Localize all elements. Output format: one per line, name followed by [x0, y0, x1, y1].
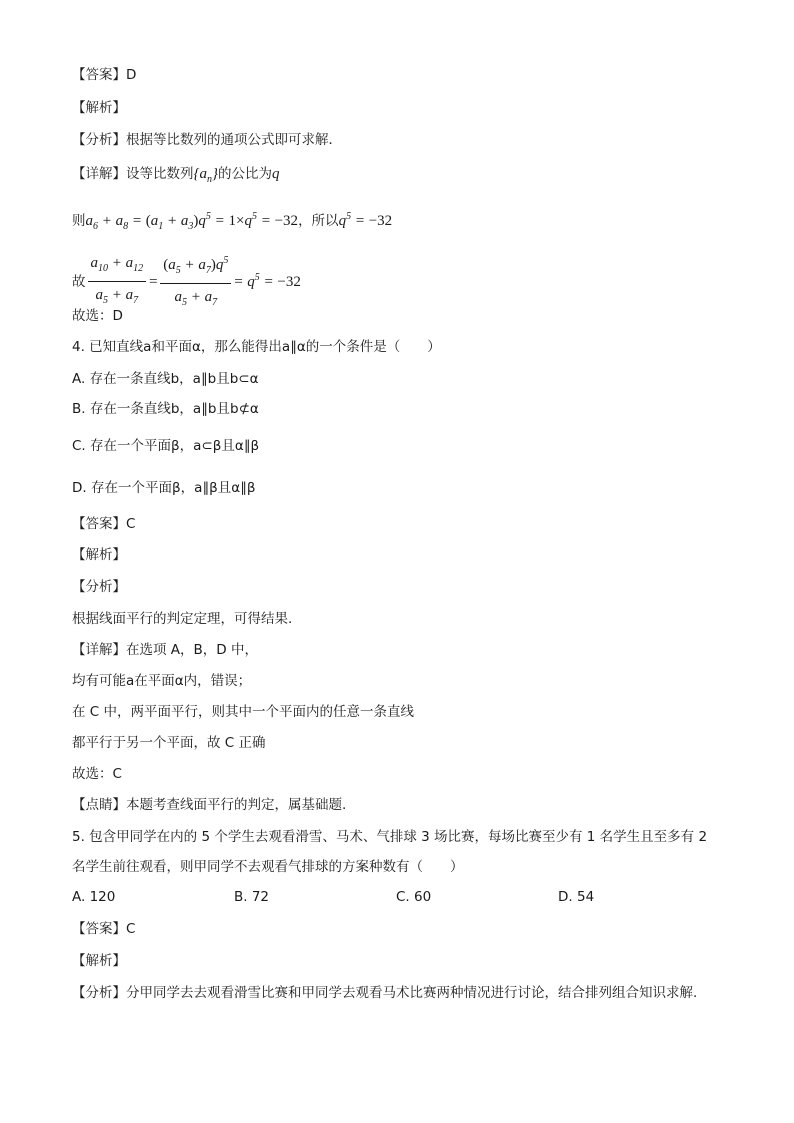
q3-detail — [72, 165, 280, 189]
q3-equation-line1 — [72, 208, 392, 236]
q3-formula-1: $a_6 + a_8 = (a_1 + a_3)q^5 = 1\times q^5 = -32$ — [85, 211, 299, 232]
q5-option-b: B. 72 — [234, 889, 270, 905]
q5-stem-line2: 名学生前往观看，则甲同学不去观看气排球的方案种数有（ ） — [72, 859, 464, 875]
q5-option-c: C. 60 — [396, 889, 432, 905]
q5-option-d: D. 54 — [558, 889, 595, 905]
q3-detail-suffix: 的公比为 — [218, 166, 272, 182]
q3-fraction-1: $\frac{a_{10} + a_{12}}{a_5 + a_7}$ — [88, 252, 147, 312]
q3-ratio-symbol: q — [272, 166, 280, 182]
q5-answer: 【答案】C — [72, 921, 136, 937]
q4-option-c: C. 存在一个平面β，a⊂β且α∥β — [72, 438, 260, 454]
q5-analysis-label: 【解析】 — [72, 953, 126, 969]
q3-choose: 故选：D — [72, 308, 123, 324]
q3-detail-prefix: 【详解】设等比数列 — [72, 166, 194, 182]
q5-fenxi: 【分析】分甲同学去去观看滑雪比赛和甲同学去观看马术比赛两种情况进行讨论，结合排列组合知识求解. — [72, 985, 698, 1001]
q3-result: = $q^5 = -32$ — [233, 272, 301, 290]
q3-analysis-label: 【解析】 — [72, 100, 126, 116]
q3-equation-line2: 故 $\frac{a_{10} + a_{12}}{a_5 + a_7}$ = $\frac{(a_5 + a_7)q^5}{a_5 + a_7}$ = $q^5 = -32$ — [72, 250, 301, 314]
q4-fenxi-label: 【分析】 — [72, 579, 126, 595]
q3-line2-prefix: 故 — [72, 274, 86, 290]
q3-line1-mid: ，所以 — [298, 213, 339, 229]
q4-dianjing: 【点睛】本题考查线面平行的判定，属基础题. — [72, 797, 347, 813]
q3-fraction-2: $\frac{(a_5 + a_7)q^5}{a_5 + a_7}$ — [160, 250, 231, 314]
q4-option-b: B. 存在一条直线b，a∥b且b⊄α — [72, 401, 259, 417]
q5-stem-line1: 5. 包含甲同学在内的 5 个学生去观看滑雪、马术、气排球 3 场比赛，每场比赛至少有 1 名学生且至多有 2 — [72, 829, 708, 845]
q4-option-a: A. 存在一条直线b，a∥b且b⊂α — [72, 371, 259, 387]
q4-option-d: D. 存在一个平面β，a∥β且α∥β — [72, 480, 256, 496]
q3-fenxi: 【分析】根据等比数列的通项公式即可求解． — [72, 132, 342, 148]
q3-answer: 【答案】D — [72, 67, 137, 83]
q4-detail-line: 都平行于另一个平面，故 C 正确 — [72, 735, 266, 751]
q4-analysis-label: 【解析】 — [72, 547, 126, 563]
q3-sequence-formula: $\{a_n\}$ — [193, 166, 218, 185]
q4-detail-line: 【详解】在选项 A，B，D 中， — [72, 642, 258, 658]
q4-fenxi-text: 根据线面平行的判定定理，可得结果. — [72, 611, 293, 627]
q5-option-a: A. 120 — [72, 889, 116, 905]
q4-stem: 4. 已知直线a和平面α，那么能得出a∥α的一个条件是（ ） — [72, 339, 441, 355]
q4-answer: 【答案】C — [72, 516, 136, 532]
q3-formula-2: $q^5 = -32$ — [338, 211, 393, 229]
q4-choose: 故选：C — [72, 766, 122, 782]
q4-detail-line: 在 C 中，两平面平行，则其中一个平面内的任意一条直线 — [72, 704, 415, 720]
q3-line1-prefix: 则 — [72, 213, 86, 229]
q4-detail-line: 均有可能a在平面α内，错误； — [72, 673, 252, 689]
